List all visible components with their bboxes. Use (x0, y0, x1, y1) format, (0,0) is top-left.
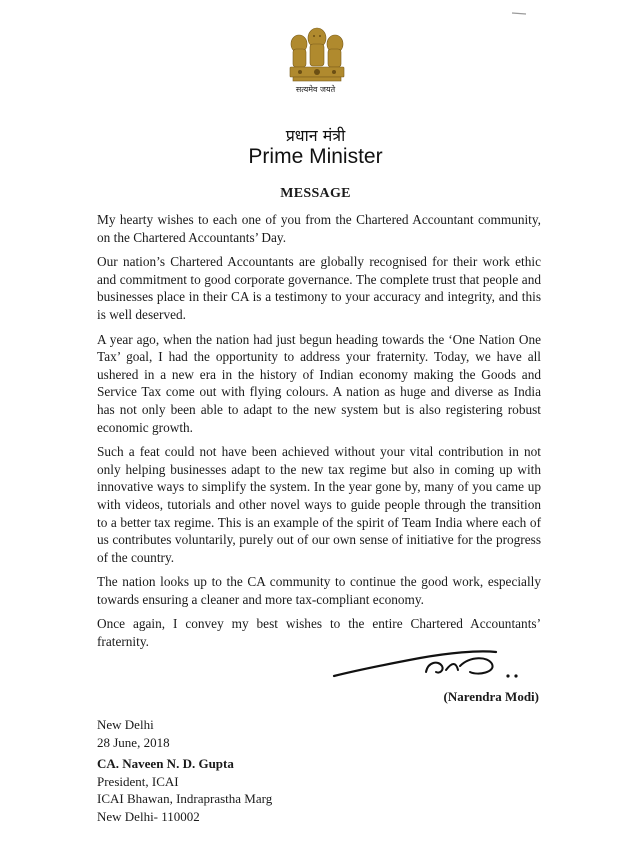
message-paragraph: A year ago, when the nation had just begun heading towards the ‘One Nation One Tax’ goal, I had the opportunity to address your fraternity. Today, we have all ushered in a new era in the history of Indian economy making the Goods and Service Tax come out with flying colours. A nation as huge and diverse as India has not only been able to adapt to the new system but is also registering robust economic growth. (97, 331, 541, 435)
address-line: New Delhi- 110002 (97, 808, 200, 824)
office-title-hindi: प्रधान मंत्री (285, 126, 346, 145)
message-paragraph: My hearty wishes to each one of you from the Chartered Accountant community, on the Chartered Accountants’ Day. (97, 212, 541, 245)
recipient-title: President, ICAI (97, 773, 179, 789)
address-line: ICAI Bhawan, Indraprastha Marg (97, 791, 273, 806)
message-body (97, 211, 541, 658)
office-title-english: Prime Minister (248, 145, 383, 168)
message-paragraph: Once again, I convey my best wishes to the entire Chartered Accountants’ fraternity. (97, 616, 541, 650)
message-paragraph: Our nation’s Chartered Accountants are globally recognised for their work ethic and commitment to good corporate governance. The complete trust that people and businesses place in their CA is a testimony to your accuracy and integrity, and this is well deserved. (97, 254, 541, 322)
message-heading: MESSAGE (280, 186, 351, 201)
state-emblem-icon (282, 24, 352, 114)
corner-mark (511, 10, 527, 16)
letter-date: 28 June, 2018 (97, 734, 170, 750)
message-paragraph: The nation looks up to the CA community to continue the good work, especially towards ensuring a cleaner and more tax-compliant economy. (97, 574, 541, 607)
address-block (97, 716, 272, 825)
emblem-motto: सत्यमेव जयते (295, 85, 336, 94)
place: New Delhi (97, 717, 154, 732)
signatory-name: (Narendra Modi) (443, 689, 539, 704)
recipient-name: CA. Naveen N. D. Gupta (97, 756, 234, 771)
handwritten-signature (328, 636, 528, 688)
message-paragraph: Such a feat could not have been achieved without your vital contribution in not only helping businesses adapt to the new tax regime but also in coming up with innovative ways to simplify the system. In the year gone by, many of you came up with videos, tutorials and other novel ways to guide people through the transition to a better tax regime. This is an example of the spirit of Team India where each of us contributes voluntarily, purely out of our own sense of initiative for the progress of the country. (97, 444, 541, 565)
